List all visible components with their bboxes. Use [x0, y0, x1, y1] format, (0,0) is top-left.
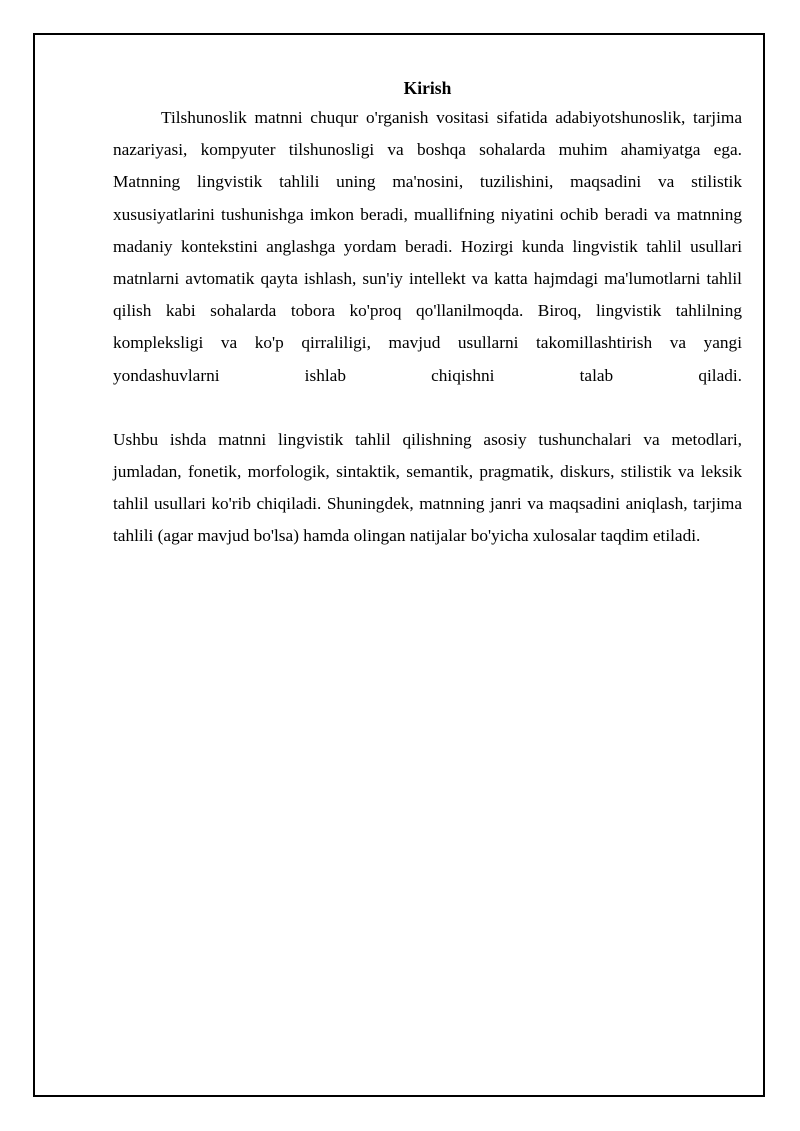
paragraph-spacer	[113, 392, 742, 424]
document-title: Kirish	[403, 78, 452, 98]
intro-paragraph-2: Ushbu ishda matnni lingvistik tahlil qilishning asosiy tushunchalari va metodlari, jumladan, fonetik, morfologik, sintaktik, semantik, pragmatik, diskurs, stilistik va leksik tahlil usullari ko'rib chiqiladi. Shuningdek, matnning janri va maqsadini aniqlash, tarjima tahlili (agar mavjud bo'lsa) hamda olingan natijalar bo'yicha xulosalar taqdim etiladi.	[113, 429, 742, 546]
document-body	[113, 76, 742, 553]
intro-paragraph-1: Tilshunoslik matnni chuqur o'rganish vositasi sifatida adabiyotshunoslik, tarjima nazariyasi, kompyuter tilshunosligi va boshqa sohalarda muhim ahamiyatga ega. Matnning lingvistik tahlili uning ma'nosini, tuzilishini, maqsadini va stilistik xususiyatlarini tushunishga imkon beradi, muallifning niyatini ochib beradi va matnning madaniy kontekstini anglashga yordam beradi. Hozirgi kunda lingvistik tahlil usullari matnlarni avtomatik qayta ishlash, sun'iy intellekt va katta hajmdagi ma'lumotlarni tahlil qilish kabi sohalarda tobora ko'proq qo'llanilmoqda. Biroq, lingvistik tahlilning kompleksligi va ko'p qirraliligi, mavjud usullarni takomillashtirish va yangi yondashuvlarni ishlab chiqishni talab qiladi.	[113, 108, 742, 385]
